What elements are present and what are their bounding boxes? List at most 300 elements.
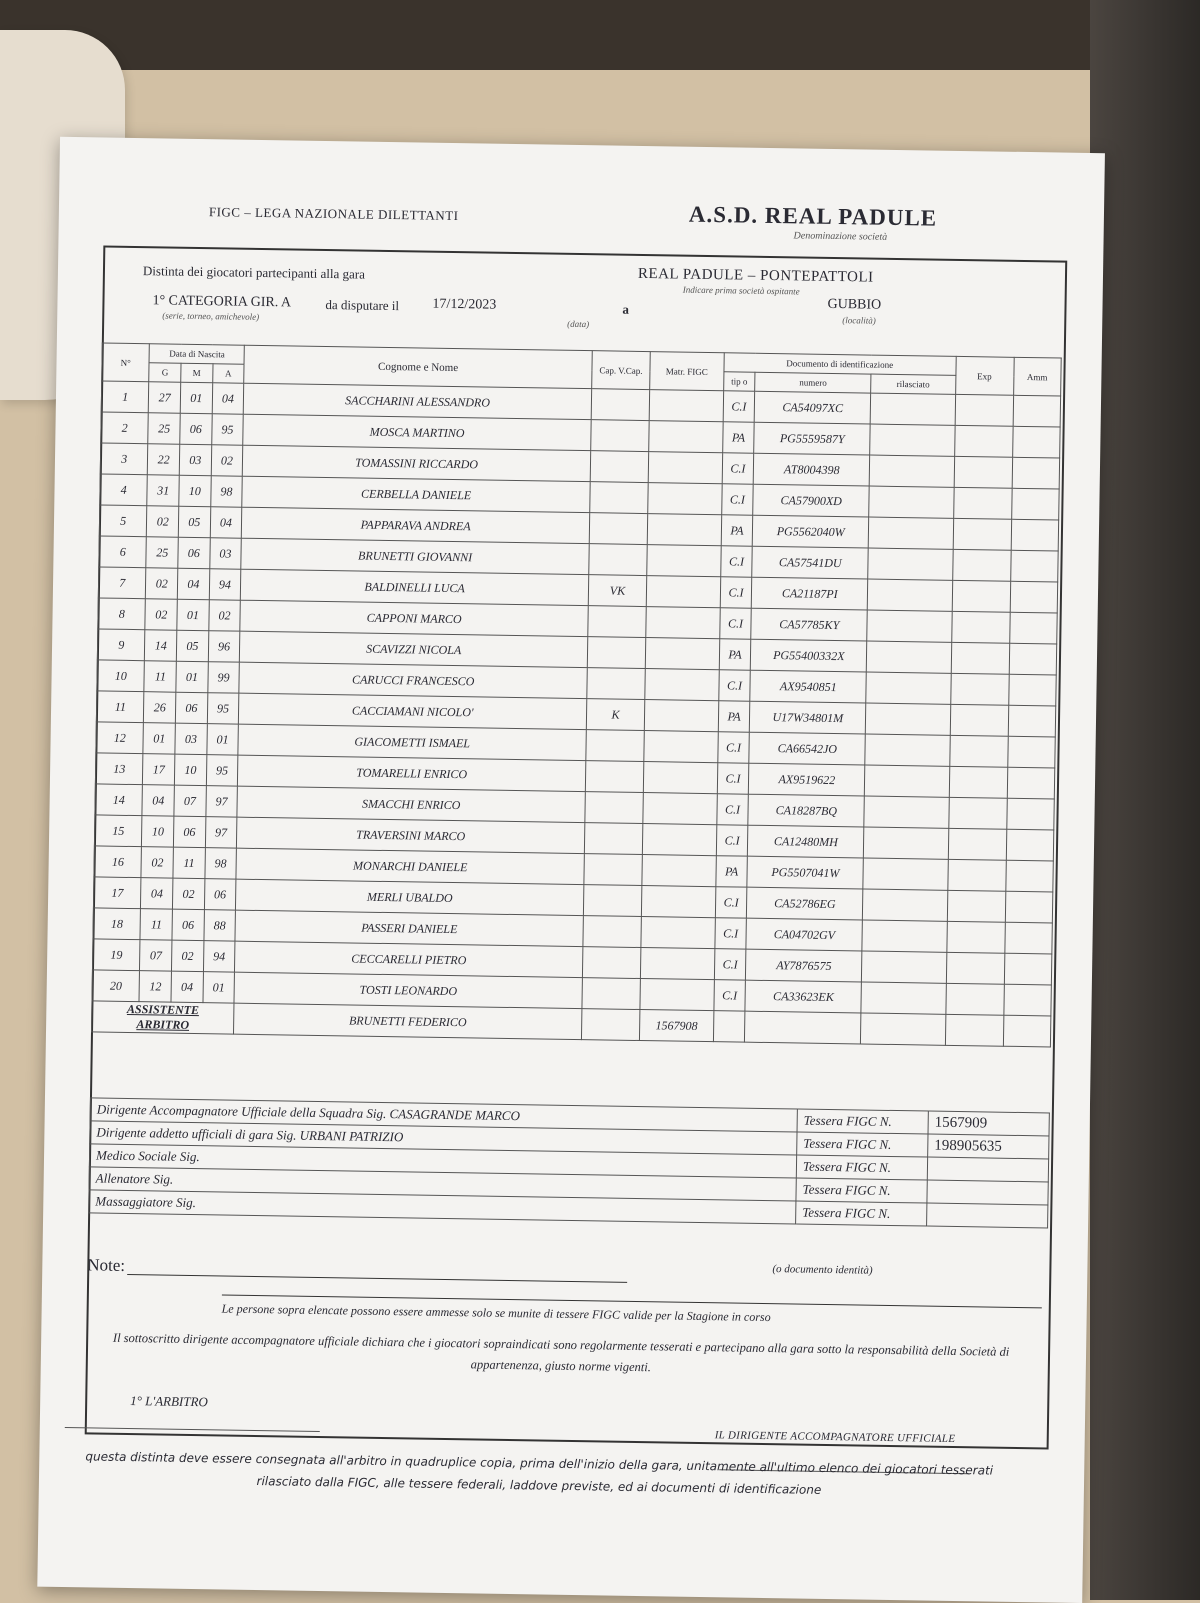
player-captain (582, 978, 640, 1010)
player-matricola (641, 917, 715, 949)
player-doc-issued (870, 424, 955, 456)
player-number: 3 (100, 443, 148, 475)
player-dob-day: 11 (140, 909, 172, 940)
player-dob-month: 04 (171, 971, 203, 1002)
staff-tessera-number (927, 1180, 1048, 1205)
player-dob-month: 04 (177, 568, 209, 599)
player-doc-number: AX9519622 (749, 763, 865, 796)
player-captain (589, 513, 647, 545)
col-name: Cognome e Nome (244, 345, 592, 388)
player-amm (1008, 674, 1056, 706)
player-doc-number: PG5559587Y (754, 422, 870, 455)
player-doc-type: C.I (715, 918, 747, 949)
col-captain: Cap. V.Cap. (592, 351, 651, 390)
player-matricola (645, 638, 719, 670)
staff-tessera-number: 1567909 (928, 1111, 1049, 1136)
player-name: GIACOMETTI ISMAEL (238, 724, 586, 760)
player-doc-type: C.I (717, 763, 749, 794)
player-number: 19 (92, 939, 140, 971)
note-label: Note: (87, 1255, 126, 1275)
persone-notice: Le persone sopra elencate possono essere ammesse solo se munite di tessere FIGC valide per la Stagione in corso (222, 1294, 1042, 1329)
player-captain (587, 637, 645, 669)
player-matricola (649, 390, 723, 422)
player-doc-type: C.I (723, 391, 755, 422)
player-dob-year: 94 (209, 569, 241, 600)
player-dob-day: 02 (147, 506, 179, 537)
player-dob-day: 04 (141, 878, 173, 909)
player-name: CERBELLA DANIELE (242, 476, 590, 512)
player-name: CARUCCI FRANCESCO (239, 662, 587, 698)
col-doc-type: tip o (723, 372, 755, 391)
player-dob-year: 98 (205, 848, 237, 879)
player-exp (947, 859, 1005, 891)
player-captain (582, 947, 640, 979)
player-matricola (641, 886, 715, 918)
player-exp (948, 797, 1006, 829)
player-name: PASSERI DANIELE (235, 910, 583, 946)
player-number: 11 (96, 691, 144, 723)
col-amm: Amm (1013, 357, 1061, 396)
col-dob: Data di Nascita (149, 344, 244, 364)
player-dob-day: 26 (144, 692, 176, 723)
player-exp (951, 611, 1009, 643)
player-captain (588, 606, 646, 638)
staff-table (88, 1097, 1050, 1228)
staff-tessera-label: Tessera FIGC N. (796, 1155, 927, 1180)
player-amm (1007, 767, 1055, 799)
player-amm (1010, 550, 1058, 582)
player-name: TOMARELLI ENRICO (238, 755, 586, 791)
player-number: 14 (95, 784, 143, 816)
player-doc-issued (867, 641, 952, 673)
match-date: 17/12/2023 (432, 296, 497, 313)
player-number: 1 (101, 381, 149, 413)
player-doc-type: PA (722, 422, 754, 453)
player-amm (1004, 922, 1052, 954)
staff-label: Medico Sociale Sig. (89, 1144, 796, 1178)
player-exp (948, 828, 1006, 860)
match-teams: REAL PADULE – PONTEPATTOLI (637, 265, 874, 286)
player-dob-day: 02 (146, 568, 178, 599)
category: 1° CATEGORIA GIR. A (152, 293, 292, 311)
distinta-label: Distinta dei giocatori partecipanti alla gara (142, 263, 366, 282)
staff-tessera-label: Tessera FIGC N. (797, 1132, 928, 1157)
staff-tessera-number: 198905635 (928, 1134, 1049, 1159)
player-doc-number: CA12480MH (748, 825, 864, 858)
player-dob-year: 02 (208, 600, 240, 631)
player-dob-day: 02 (141, 847, 173, 878)
player-exp (946, 952, 1004, 984)
player-dob-day: 17 (143, 754, 175, 785)
player-amm (1006, 829, 1054, 861)
player-matricola (644, 700, 718, 732)
player-captain (586, 730, 644, 762)
player-dob-month: 06 (178, 537, 210, 568)
player-amm (1009, 612, 1057, 644)
player-doc-type: C.I (718, 732, 750, 763)
player-doc-number: CA04702GV (746, 918, 862, 951)
player-doc-issued (863, 858, 948, 890)
player-exp (953, 487, 1011, 519)
player-name: MONARCHI DANIELE (236, 848, 584, 884)
player-doc-number: PG55400332X (751, 639, 867, 672)
player-number: 15 (94, 815, 142, 847)
player-doc-issued (862, 920, 947, 952)
player-number: 5 (99, 505, 147, 537)
player-doc-issued (870, 393, 955, 425)
player-name: SCAVIZZI NICOLA (240, 631, 588, 667)
player-doc-type: PA (719, 639, 751, 670)
assistant-label (92, 1001, 235, 1034)
referee-signature-label: 1° L'ARBITRO (130, 1393, 209, 1410)
player-matricola (647, 545, 721, 577)
player-dob-month: 06 (180, 413, 212, 444)
player-dob-month: 05 (176, 630, 208, 661)
player-dob-year: 97 (205, 817, 237, 848)
player-name: TRAVERSINI MARCO (237, 817, 585, 853)
player-dob-day: 14 (145, 630, 177, 661)
player-dob-day: 10 (142, 816, 174, 847)
player-exp (953, 518, 1011, 550)
player-doc-number: CA21187PI (752, 577, 868, 610)
staff-label: Allenatore Sig. (89, 1167, 796, 1201)
player-exp (950, 673, 1008, 705)
player-number: 2 (101, 412, 149, 444)
player-exp (952, 580, 1010, 612)
doc-caption: (o documento identità) (772, 1263, 873, 1277)
player-number: 16 (94, 846, 142, 878)
declaration: Il sottoscritto dirigente accompagnatore ufficiale dichiara che i giocatori sopraindicati sono regolarmente tesserati e partecipano alla gara sotto la responsabilità della Società di appartenenza, giusto norme vigenti. (112, 1330, 1010, 1375)
player-dob-month: 01 (177, 599, 209, 630)
player-amm (1009, 643, 1057, 675)
player-number: 6 (99, 536, 147, 568)
player-matricola (640, 948, 714, 980)
location-caption: (località) (842, 315, 876, 326)
player-dob-day: 25 (146, 537, 178, 568)
staff-label: Massaggiatore Sig. (89, 1190, 796, 1224)
player-dob-month: 07 (174, 785, 206, 816)
player-exp (947, 890, 1005, 922)
player-captain (589, 544, 647, 576)
player-doc-type: C.I (714, 949, 746, 980)
background-dark-fabric (0, 0, 1200, 70)
player-doc-number: AY7876575 (746, 949, 862, 982)
player-matricola (644, 731, 718, 763)
player-number: 13 (95, 753, 143, 785)
player-captain (584, 823, 642, 855)
player-amm (1006, 798, 1054, 830)
player-dob-day: 27 (149, 382, 181, 413)
player-dob-year: 01 (207, 724, 239, 755)
player-name: MOSCA MARTINO (243, 414, 591, 450)
player-number: 7 (98, 567, 146, 599)
player-name: MERLI UBALDO (236, 879, 584, 915)
manager-signature-label: IL DIRIGENTE ACCOMPAGNATORE UFFICIALE (714, 1429, 956, 1446)
staff-tessera-label: Tessera FIGC N. (796, 1201, 927, 1226)
player-dob-year: 02 (211, 445, 243, 476)
player-exp (949, 735, 1007, 767)
player-dob-year: 94 (203, 941, 235, 972)
league-header: FIGC – LEGA NAZIONALE DILETTANTI (208, 204, 459, 224)
player-doc-issued (865, 734, 950, 766)
player-exp (950, 704, 1008, 736)
player-dob-year: 99 (207, 662, 239, 693)
teams-caption: Indicare prima società ospitante (682, 284, 800, 297)
staff-tessera-number (927, 1203, 1048, 1228)
player-dob-month: 05 (178, 506, 210, 537)
col-year: A (212, 364, 244, 383)
player-name: CECCARELLI PIETRO (235, 941, 583, 977)
player-doc-type: C.I (719, 670, 751, 701)
player-captain: K (586, 699, 644, 731)
col-month: M (181, 363, 213, 382)
player-amm (1012, 426, 1060, 458)
player-doc-issued (866, 703, 951, 735)
player-doc-number: U17W34801M (750, 701, 866, 734)
player-dob-year: 03 (209, 538, 241, 569)
player-dob-month: 01 (176, 661, 208, 692)
player-doc-number: CA57785KY (751, 608, 867, 641)
player-name: BALDINELLI LUCA (241, 569, 589, 605)
player-amm (1012, 457, 1060, 489)
player-doc-number: PG5507041W (747, 856, 863, 889)
player-doc-issued (864, 827, 949, 859)
player-number: 8 (98, 598, 146, 630)
player-dob-day: 04 (142, 785, 174, 816)
player-dob-month: 06 (172, 909, 204, 940)
player-number: 18 (93, 908, 141, 940)
player-dob-day: 01 (143, 723, 175, 754)
player-dob-month: 10 (174, 754, 206, 785)
date-label: da disputare il (325, 296, 400, 314)
player-exp (949, 766, 1007, 798)
player-matricola (646, 576, 720, 608)
player-captain (585, 761, 643, 793)
player-exp (954, 456, 1012, 488)
player-doc-issued (863, 889, 948, 921)
player-number: 12 (96, 722, 144, 754)
player-captain: VK (588, 575, 646, 607)
match-sheet (37, 137, 1105, 1603)
player-doc-type: C.I (720, 577, 752, 608)
player-name: SMACCHI ENRICO (237, 786, 585, 822)
player-doc-type: C.I (716, 825, 748, 856)
match-location: GUBBIO (827, 296, 882, 313)
player-dob-month: 03 (179, 444, 211, 475)
player-number: 4 (100, 474, 148, 506)
player-name: SACCHARINI ALESSANDRO (243, 383, 591, 419)
a-label: a (622, 301, 630, 317)
player-captain (591, 420, 649, 452)
player-name: PAPPARAVA ANDREA (242, 507, 590, 543)
player-number: 17 (93, 877, 141, 909)
player-matricola (646, 607, 720, 639)
col-exp: Exp (955, 356, 1014, 395)
player-doc-type: PA (716, 856, 748, 887)
date-caption: (data) (567, 318, 590, 330)
player-doc-type: C.I (714, 980, 746, 1011)
player-doc-issued (868, 517, 953, 549)
player-amm (1007, 736, 1055, 768)
category-caption: (serie, torneo, amichevole) (162, 310, 260, 322)
player-doc-number: CA57541DU (752, 546, 868, 579)
player-doc-type: PA (721, 515, 753, 546)
player-matricola (643, 762, 717, 794)
player-doc-type: C.I (717, 794, 749, 825)
player-doc-number: CA54097XC (755, 391, 871, 424)
player-dob-month: 01 (180, 382, 212, 413)
player-exp (946, 921, 1004, 953)
player-dob-month: 06 (173, 816, 205, 847)
player-dob-year: 95 (207, 693, 239, 724)
player-exp (951, 642, 1009, 674)
players-table (91, 342, 1062, 1047)
player-doc-type: C.I (722, 453, 754, 484)
player-doc-number: CA18287BQ (748, 794, 864, 827)
staff-tessera-label: Tessera FIGC N. (797, 1109, 928, 1134)
player-dob-year: 95 (211, 414, 243, 445)
player-dob-year: 95 (206, 755, 238, 786)
player-amm (1008, 705, 1056, 737)
player-matricola (649, 421, 723, 453)
player-name: BRUNETTI GIOVANNI (241, 538, 589, 574)
player-doc-number: CA57900XD (753, 484, 869, 517)
assistant-label-2: ARBITRO (136, 1017, 190, 1032)
player-matricola (642, 855, 716, 887)
player-amm (1004, 953, 1052, 985)
player-doc-type: C.I (719, 608, 751, 639)
player-matricola (642, 824, 716, 856)
player-exp (955, 394, 1013, 426)
player-doc-number: CA52786EG (747, 887, 863, 920)
player-doc-issued (861, 982, 946, 1014)
col-doc-number: numero (755, 372, 871, 393)
player-doc-issued (869, 486, 954, 518)
player-dob-year: 98 (210, 476, 242, 507)
player-dob-month: 02 (172, 878, 204, 909)
player-captain (591, 389, 649, 421)
player-matricola (648, 452, 722, 484)
player-dob-year: 88 (204, 910, 236, 941)
col-matricola: Matr. FIGC (650, 352, 724, 391)
player-matricola (643, 793, 717, 825)
player-doc-issued (867, 579, 952, 611)
player-dob-day: 07 (140, 940, 172, 971)
player-dob-year: 04 (210, 507, 242, 538)
player-number: 10 (97, 660, 145, 692)
player-doc-number: AT8004398 (754, 453, 870, 486)
player-dob-year: 97 (206, 786, 238, 817)
player-amm (1011, 519, 1059, 551)
player-doc-type: C.I (721, 484, 753, 515)
player-doc-type: C.I (720, 546, 752, 577)
player-dob-month: 06 (175, 692, 207, 723)
player-matricola (640, 979, 714, 1011)
player-dob-day: 22 (148, 444, 180, 475)
player-dob-day: 02 (145, 599, 177, 630)
player-amm (1013, 395, 1061, 427)
player-matricola (647, 514, 721, 546)
player-doc-number: AX9540851 (750, 670, 866, 703)
staff-tessera-label: Tessera FIGC N. (796, 1178, 927, 1203)
player-name: CAPPONI MARCO (240, 600, 588, 636)
col-number: N° (102, 343, 150, 382)
player-captain (584, 854, 642, 886)
player-name: CACCIAMANI NICOLO' (239, 693, 587, 729)
player-doc-issued (864, 796, 949, 828)
player-amm (1005, 891, 1053, 923)
player-doc-issued (867, 610, 952, 642)
player-matricola (645, 669, 719, 701)
background-right-dark (1090, 0, 1200, 1600)
staff-label: Dirigente Accompagnatore Ufficiale della Squadra Sig. CASAGRANDE MARCO (90, 1098, 797, 1132)
player-captain (587, 668, 645, 700)
player-dob-day: 25 (148, 413, 180, 444)
player-doc-number: CA33623EK (745, 980, 861, 1013)
footer-instructions: questa distinta deve essere consegnata all'arbitro in quadruplice copia, prima dell'inizio della gara, unitamente all'ultimo elenco dei giocatori tesserati rilasciato dalla FIGC, alle tessere federali, laddove previste, ed ai documenti di identificazione (85, 1449, 994, 1497)
player-dob-day: 31 (147, 475, 179, 506)
player-doc-issued (862, 951, 947, 983)
player-amm (1005, 860, 1053, 892)
player-name: TOMASSINI RICCARDO (243, 445, 591, 481)
staff-tessera-number (927, 1157, 1048, 1182)
player-doc-number: PG5562040W (753, 515, 869, 548)
player-doc-type: C.I (715, 887, 747, 918)
player-dob-month: 03 (175, 723, 207, 754)
staff-label: Dirigente addetto ufficiali di gara Sig. URBANI PATRIZIO (90, 1121, 797, 1155)
player-dob-month: 02 (172, 940, 204, 971)
player-exp (945, 983, 1003, 1015)
player-captain (590, 451, 648, 483)
player-amm (1010, 581, 1058, 613)
player-dob-month: 10 (179, 475, 211, 506)
player-number: 20 (92, 970, 140, 1002)
player-dob-day: 12 (139, 971, 171, 1002)
player-doc-issued (869, 455, 954, 487)
col-doc-issued: rilasciato (871, 374, 956, 394)
player-doc-issued (865, 765, 950, 797)
player-doc-type: PA (718, 701, 750, 732)
player-name: TOSTI LEONARDO (234, 972, 582, 1008)
player-number: 9 (97, 629, 145, 661)
club-caption: Denominazione società (793, 230, 888, 243)
player-matricola (648, 483, 722, 515)
player-captain (590, 482, 648, 514)
col-documents: Documento di identificazione (724, 353, 956, 376)
assistant-label-1: ASSISTENTE (126, 1001, 200, 1018)
player-exp (952, 549, 1010, 581)
assistant-matricola: 1567908 (639, 1010, 713, 1042)
player-captain (585, 792, 643, 824)
player-captain (583, 885, 641, 917)
player-doc-issued (868, 548, 953, 580)
player-dob-year: 01 (203, 972, 235, 1003)
player-captain (583, 916, 641, 948)
player-amm (1003, 984, 1051, 1016)
player-dob-year: 06 (204, 879, 236, 910)
player-dob-day: 11 (144, 661, 176, 692)
player-dob-year: 04 (212, 383, 244, 414)
player-doc-issued (866, 672, 951, 704)
col-day: G (149, 363, 181, 382)
player-dob-year: 96 (208, 631, 240, 662)
player-amm (1011, 488, 1059, 520)
player-exp (954, 425, 1012, 457)
club-name: A.S.D. REAL PADULE (688, 201, 938, 231)
player-dob-month: 11 (173, 847, 205, 878)
assistant-name: BRUNETTI FEDERICO (234, 1003, 582, 1039)
player-doc-number: CA66542JO (749, 732, 865, 765)
